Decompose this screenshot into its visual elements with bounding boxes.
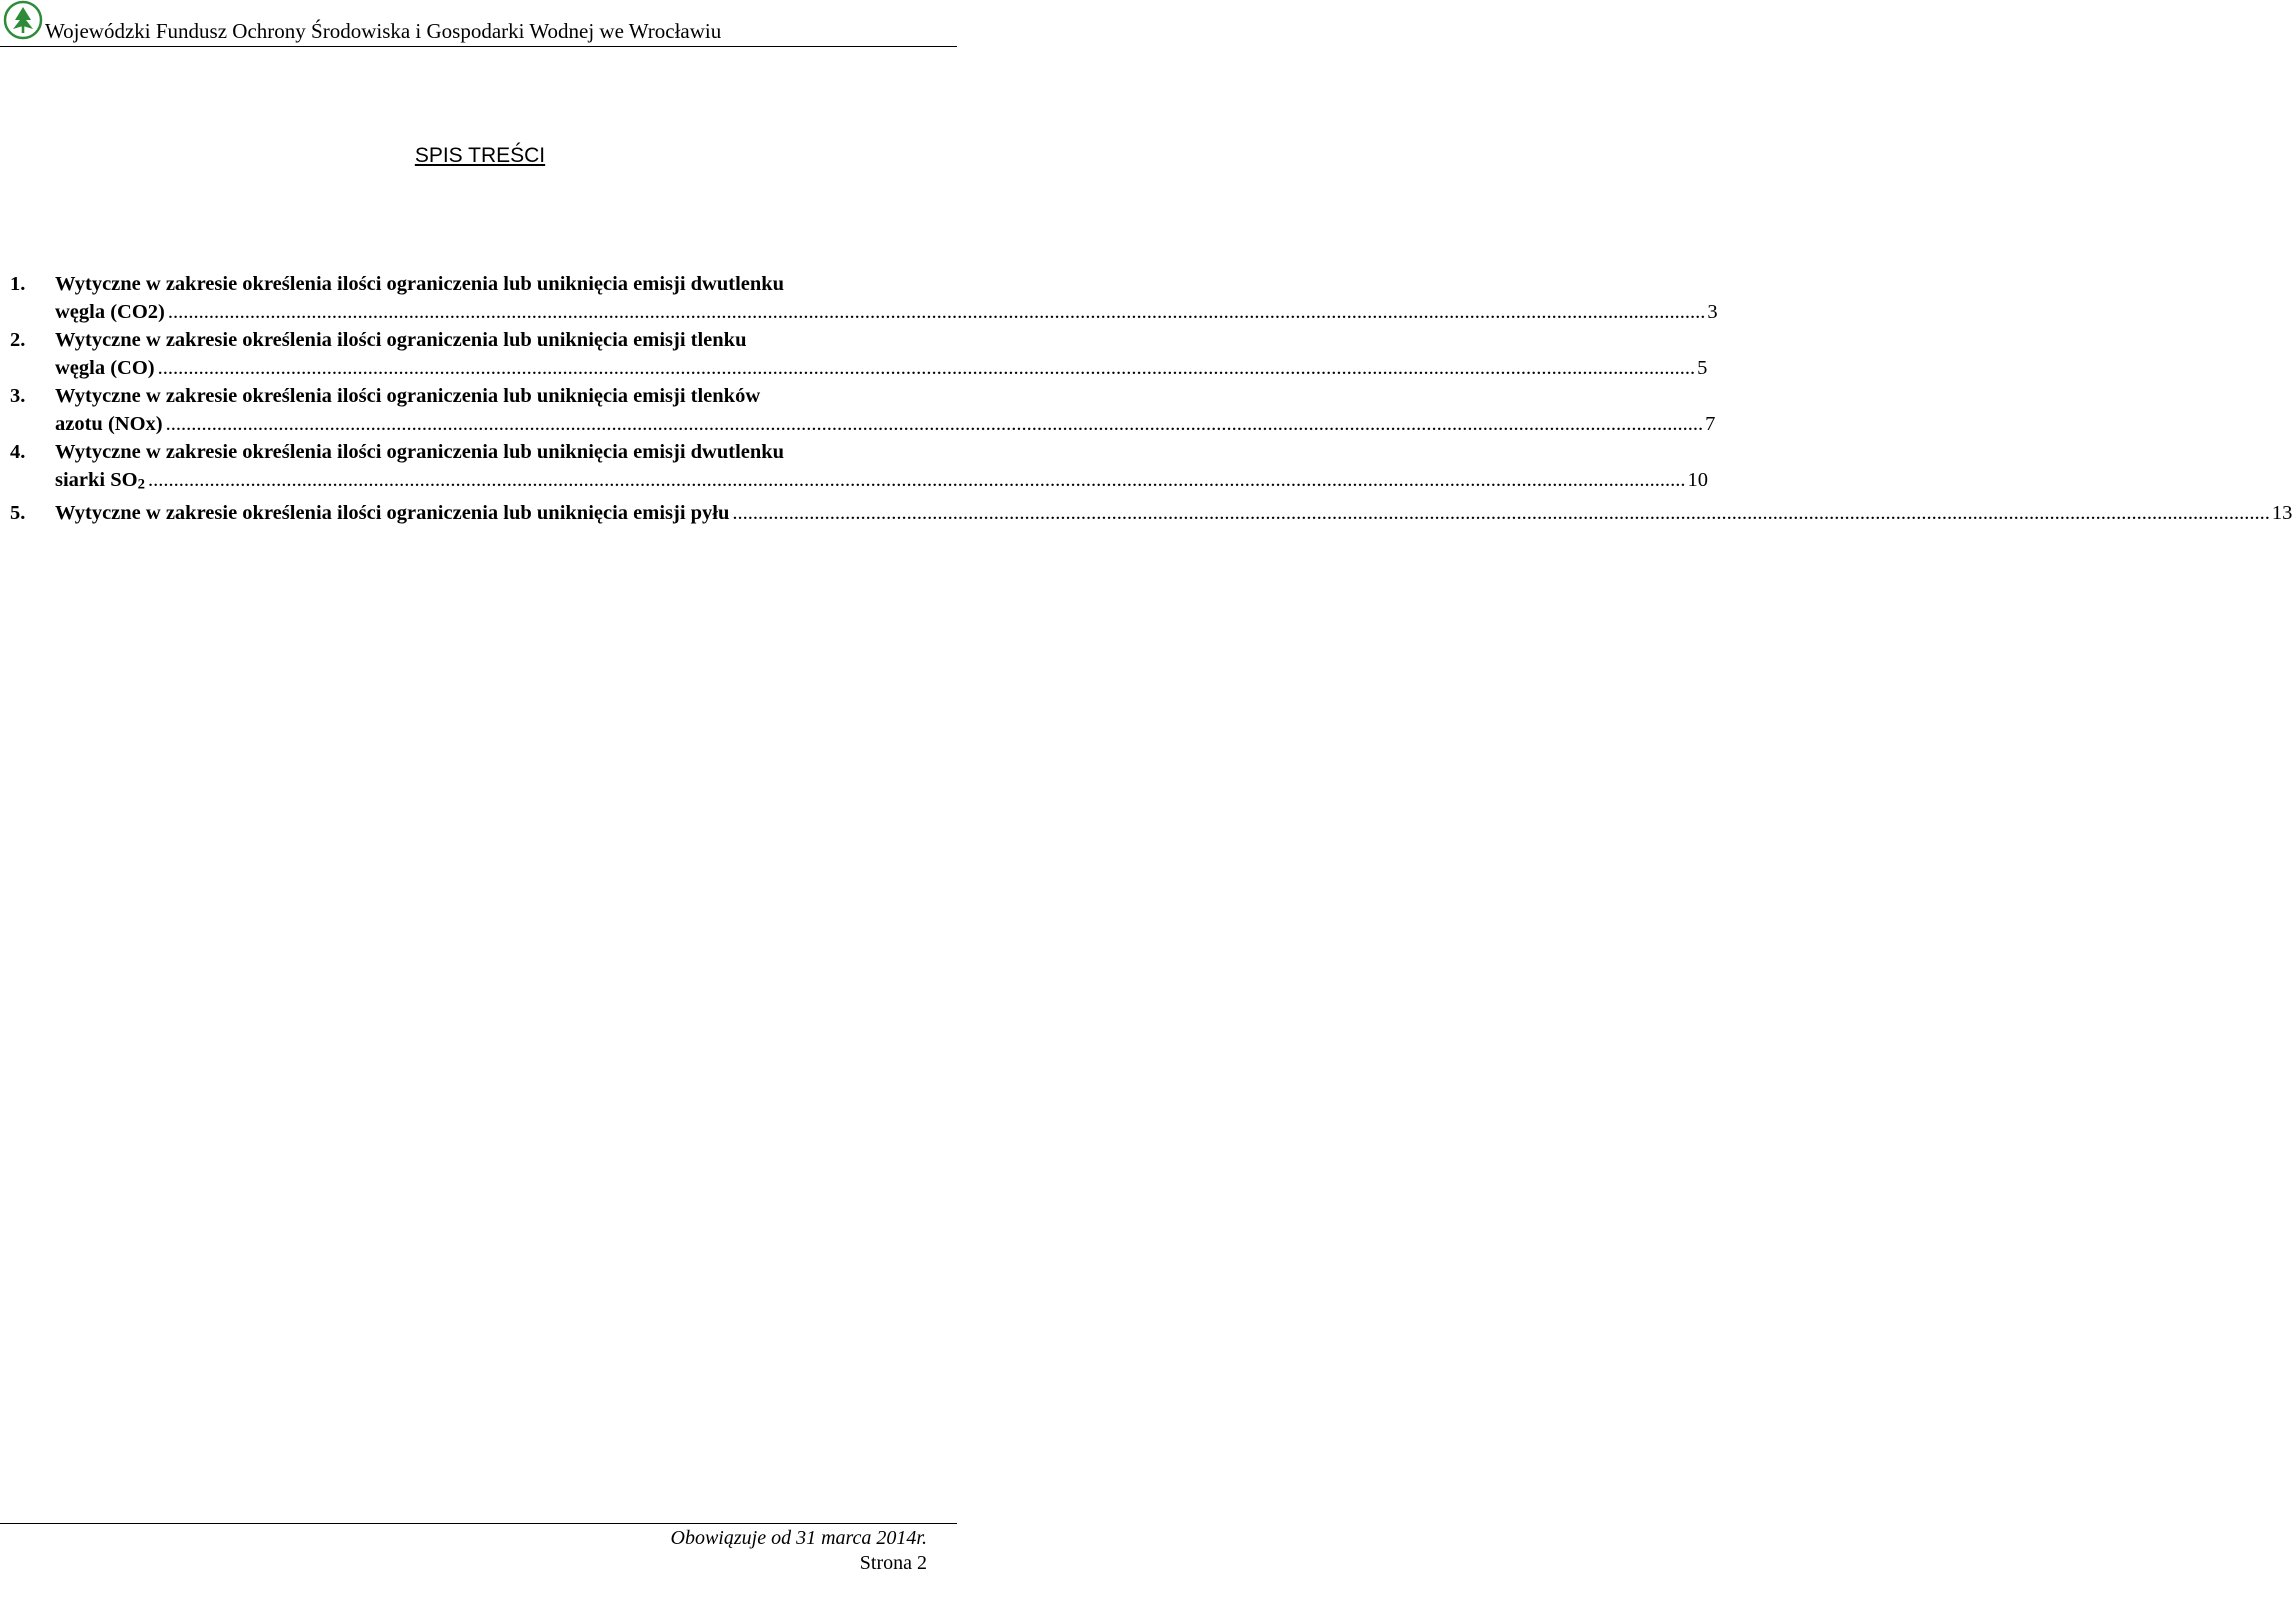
subscript: 2	[137, 476, 145, 493]
title-text: siarki SO	[55, 469, 138, 491]
tree-logo-icon	[3, 0, 43, 40]
toc-entry-number: 3.	[10, 385, 26, 407]
toc-entry-title: Wytyczne w zakresie określenia ilości ograniczenia lub uniknięcia emisji dwutlenku	[55, 273, 785, 295]
toc-entry-number: 2.	[10, 329, 26, 351]
dot-leader: ............................................................................................................................................................................................................................................................................................................	[147, 469, 1686, 491]
organization-name: Wojewódzki Fundusz Ochrony Środowiska i Gospodarki Wodnej we Wrocławiu	[45, 19, 722, 43]
toc-entry-title: Wytyczne w zakresie określenia ilości ograniczenia lub uniknięcia emisji tlenku	[55, 329, 747, 351]
toc-entry-page: 5	[1697, 357, 1708, 379]
toc-entry-title: Wytyczne w zakresie określenia ilości ograniczenia lub uniknięcia emisji dwutlenku	[55, 441, 785, 463]
toc-entry-title-cont	[55, 466, 145, 499]
page-header	[0, 0, 957, 47]
toc-entry[interactable]	[10, 499, 2292, 527]
toc-heading: SPIS TREŚCI	[414, 144, 546, 167]
toc-entry-title-cont: węgla (CO2)	[55, 301, 165, 323]
toc-entry-title-cont: azotu (NOx)	[55, 413, 163, 435]
toc-entry-title: Wytyczne w zakresie określenia ilości ograniczenia lub uniknięcia emisji tlenków	[55, 385, 761, 407]
dot-leader: ............................................................................................................................................................................................................................................................................................................	[732, 501, 2270, 524]
toc-entry-number: 4.	[10, 441, 26, 463]
toc-entry[interactable]	[10, 326, 1708, 382]
footer-divider	[0, 1523, 957, 1524]
toc-entry-number: 5.	[10, 501, 26, 524]
toc-entry[interactable]	[10, 270, 1718, 326]
toc-entry[interactable]	[10, 382, 1716, 438]
page-number: Strona 2	[859, 1552, 927, 1574]
table-of-contents	[10, 270, 2292, 527]
toc-entry-title: Wytyczne w zakresie określenia ilości ograniczenia lub uniknięcia emisji pyłu	[55, 501, 730, 524]
toc-entry-page: 13	[2271, 501, 2292, 524]
dot-leader: ............................................................................................................................................................................................................................................................................................................	[167, 301, 1706, 323]
toc-entry-page: 10	[1687, 469, 1708, 491]
dot-leader: ............................................................................................................................................................................................................................................................................................................	[157, 357, 1696, 379]
toc-entry-page: 7	[1705, 413, 1716, 435]
dot-leader: ............................................................................................................................................................................................................................................................................................................	[165, 413, 1704, 435]
toc-entry-page: 3	[1707, 301, 1718, 323]
toc-entry-number: 1.	[10, 273, 26, 295]
toc-entry-title-cont: węgla (CO)	[55, 357, 155, 379]
effective-date: Obowiązuje od 31 marca 2014r.	[670, 1527, 927, 1549]
toc-entry[interactable]	[10, 438, 1708, 499]
